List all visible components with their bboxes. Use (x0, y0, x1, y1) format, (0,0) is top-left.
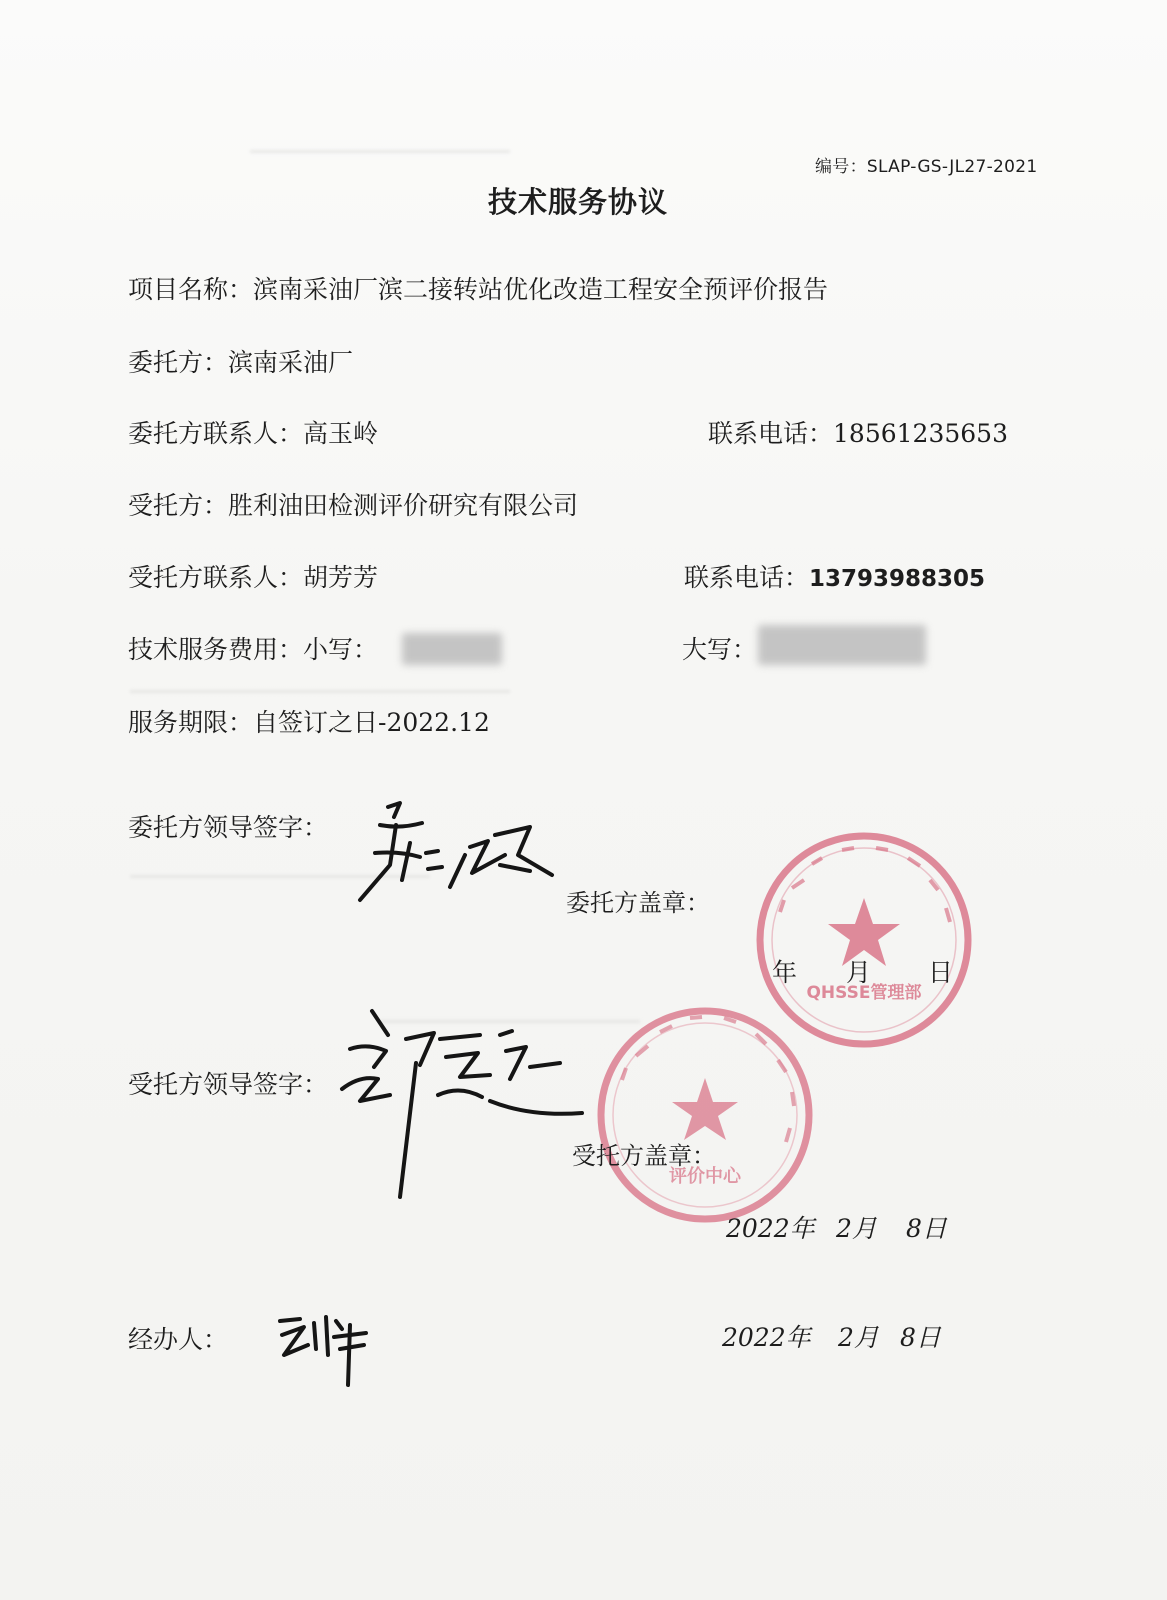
project-row (128, 270, 828, 306)
client-phone-label: 联系电话： (708, 419, 834, 448)
client-row (128, 343, 353, 379)
contractor-signature (330, 1005, 590, 1205)
client-contact-name: 高玉岭 (303, 419, 379, 448)
client-sign-label: 委托方领导签字： (128, 813, 329, 842)
client-signature (330, 795, 570, 915)
contractor-row (128, 486, 578, 522)
client-phone: 18561235653 (833, 419, 1008, 448)
fee-upper-label: 大写： (682, 635, 758, 664)
client-date-month: 月 (846, 958, 872, 987)
contractor-date-month: 2月 (836, 1214, 877, 1243)
handler-label: 经办人： (128, 1325, 229, 1354)
client-date-day: 日 (928, 958, 954, 987)
project-label: 项目名称： (128, 275, 254, 304)
contractor-seal-label: 受托方盖章： (572, 1142, 716, 1170)
contractor-seal (590, 1000, 820, 1230)
client-seal-text: QHSSE管理部 (806, 983, 922, 1003)
client-name: 滨南采油厂 (228, 348, 354, 377)
contractor-date-year: 2022年 (726, 1214, 815, 1243)
scan-artifact (250, 150, 510, 153)
contractor-date-day: 8日 (906, 1214, 947, 1243)
period-label: 服务期限： (128, 708, 254, 737)
period-row (128, 703, 490, 739)
handler-date-month: 2月 (838, 1323, 879, 1352)
contractor-phone-label: 联系电话： (684, 563, 810, 592)
contractor-phone-row (684, 558, 985, 594)
redacted-fee-amount (402, 633, 502, 665)
client-seal-label: 委托方盖章： (566, 889, 710, 917)
redacted-fee-upper (758, 625, 926, 665)
handler-signature (270, 1305, 380, 1390)
project-name: 滨南采油厂滨二接转站优化改造工程安全预评价报告 (253, 275, 829, 304)
contractor-seal-text: 评价中心 (669, 1166, 741, 1187)
client-contact-label: 委托方联系人： (128, 419, 304, 448)
handler-date-year: 2022年 (722, 1323, 811, 1352)
client-phone-row (708, 414, 1008, 450)
contractor-phone: 13793988305 (809, 566, 986, 592)
scan-artifact (130, 690, 510, 693)
client-contact-row (128, 414, 378, 450)
contractor-contact-row (128, 558, 378, 594)
client-label: 委托方： (128, 348, 229, 377)
period-value: 自签订之日-2022.12 (253, 708, 490, 737)
contractor-contact-name: 胡芳芳 (303, 563, 379, 592)
contractor-name: 胜利油田检测评价研究有限公司 (228, 491, 579, 520)
contractor-contact-label: 受托方联系人： (128, 563, 304, 592)
handler-date-day: 8日 (900, 1323, 941, 1352)
doc-number: 编号：SLAP-GS-JL27-2021 (815, 157, 1038, 177)
contractor-sign-label: 受托方领导签字： (128, 1070, 329, 1099)
contractor-label: 受托方： (128, 491, 229, 520)
fee-label: 技术服务费用：小写： (128, 635, 379, 664)
client-date-year: 年 (772, 958, 798, 987)
document-title: 技术服务协议 (488, 185, 669, 219)
